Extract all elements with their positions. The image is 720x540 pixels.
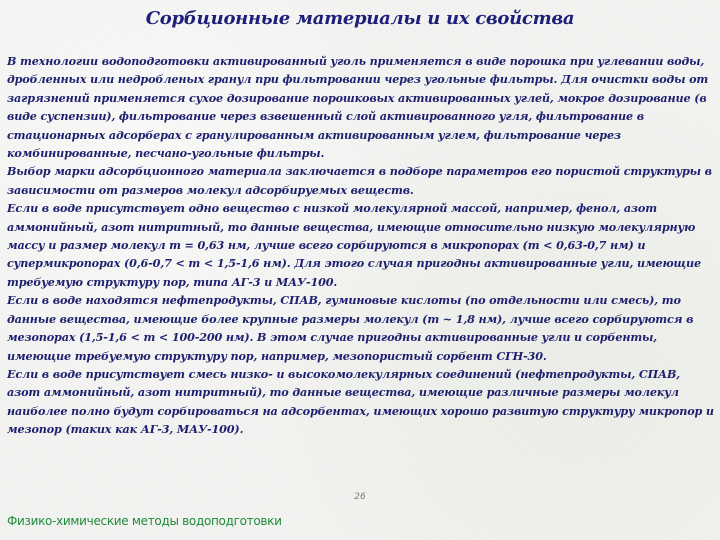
paragraph-petroleum-products: Если в воде находятся нефтепродукты, СПАВ, гуминовые кислоты (по отдельности или смесь), то данные вещества, имеющие более крупные размеры молекул (m ~ 1,8 нм), лучше всего сорбируются в мезопорах (1,5-1,6 < m < 100-200 нм). В этом случае пригодны активированные угли и сорбенты, имеющие требуемую структуру пор, например, мезопористый сорбент СГН-30. bbox=[7, 293, 694, 363]
footer-course-title: Физико-химические методы водоподготовки bbox=[7, 514, 282, 528]
slide-body bbox=[7, 52, 715, 439]
paragraph-water-treatment: В технологии водоподготовки активированный уголь применяется в виде порошка при углевании воды, дробленных или недробленых гранул при фильтровании через угольные фильтры. Для очистки воды от загрязнений применяется сухое дозирование порошковых активированных углей, мокрое дозирование (в виде суспензии), фильтрование через взвешенный слой активированного угля, фильтрование в стационарных адсорберах с гранулированным активированным углем, фильтрование через комбинированные, песчано-угольные фильтры. bbox=[7, 54, 709, 161]
slide-title: Сорбционные материалы и их свойства bbox=[145, 8, 575, 29]
paragraph-material-choice: Выбор марки адсорбционного материала заключается в подборе параметров его пористой структуры в зависимости от размеров молекул адсорбируемых веществ. bbox=[7, 164, 712, 197]
paragraph-mixture: Если в воде присутствует смесь низко- и высокомолекулярных соединений (нефтепродукты, СПАВ, азот аммонийный, азот нитритный), то данные вещества, имеющие различные размеры молекул наиболее полно будут сорбироваться на адсорбентах, имеющих хорошо развитую структуру микропор и мезопор (таких как АГ-3, МАУ-100). bbox=[7, 366, 714, 437]
paragraph-single-substance: Если в воде присутствует одно вещество с низкой молекулярной массой, например, фенол, азот аммонийный, азот нитритный, то данные вещества, имеющие относительно низкую молекулярную массу и размер молекул m = 0,63 нм, лучше всего сорбируются в микропорах (m < 0,63-0,7 нм) и супермикропорах (0,6-0,7 < m < 1,5-1,6 нм). Для этого случая пригодны активированные угли, имеющие требуемую структуру пор, типа АГ-3 и МАУ-100. bbox=[7, 201, 701, 289]
page-number: 26 bbox=[354, 492, 366, 502]
